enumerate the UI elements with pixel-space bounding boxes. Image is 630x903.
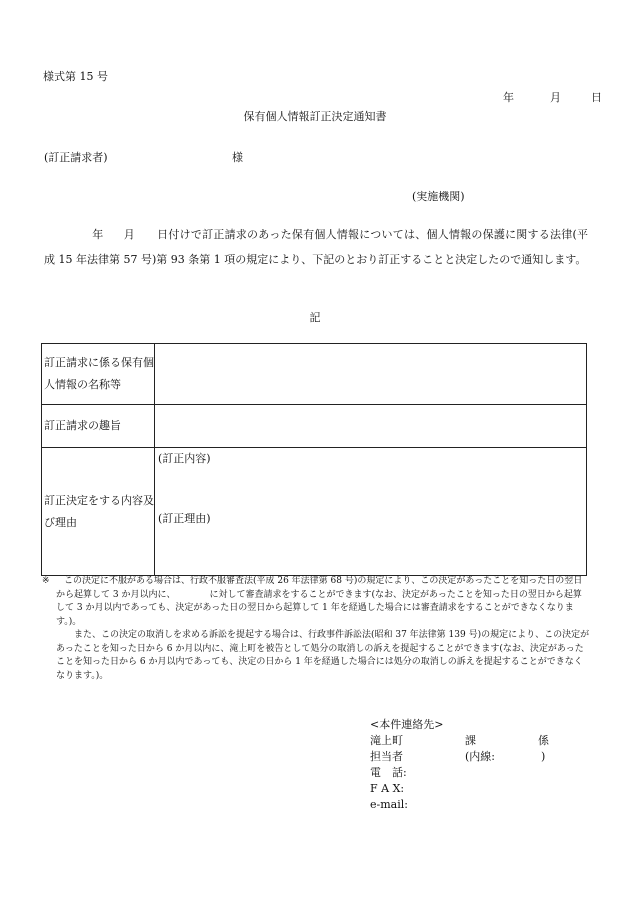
- contact-person-row: [370, 749, 546, 765]
- contact-person: 担当者: [370, 750, 403, 763]
- date-day: 日: [591, 91, 602, 104]
- contact-subsection: 係: [538, 734, 549, 747]
- contact-town: 滝上町: [370, 734, 403, 747]
- body-text: 日付けで訂正請求のあった保有個人情報については、個人情報の保護に関する法律(平成 15 年法律第 57 号)第 93 条第 1 項の規定により、下記のとおり訂正することと決定したので通知します。: [44, 228, 588, 266]
- note-para1-a: この決定に不服がある場合は、行政不服審査法(平成 26 年法律第 68 号)の規定により、この決定があったことを知った日の翌日から起算して 3 か月以内に、: [56, 576, 583, 600]
- honorific: 様: [232, 151, 243, 164]
- appeal-note: [42, 575, 590, 683]
- agency-label: (実施機関): [412, 190, 465, 203]
- row-value-info-name[interactable]: [155, 344, 587, 405]
- notice-body: [44, 222, 588, 272]
- row-label-request-purpose: 訂正請求の趣旨: [42, 405, 155, 448]
- row-value-request-purpose[interactable]: [155, 405, 587, 448]
- contact-extension: (内線:: [465, 750, 495, 763]
- sub-label-reason: (訂正理由): [158, 512, 211, 525]
- note-para1-b: に対して審査請求をすることができます(なお、決定があったことを知った日の翌日から起算して 3 か月以内であっても、決定があった日の翌日から起算して 1 年を経過した場合には審査請求をすることができなくなります。)。: [56, 589, 582, 627]
- contact-town-row: [370, 733, 549, 749]
- note-paragraph-2: また、この決定の取消しを求める訴訟を提起する場合は、行政事件訴訟法(昭和 37 年法律第 139 号)の規定により、この決定があったことを知った日から 6 か月以内に、滝上町を被告として処分の取消しの訴えを提起することができます(なお、決定があったことを知った日から 6 か月以内であっても、決定の日から 1 年を経過した場合には処分の取消しの訴えを提起することができなくなります。)。: [56, 630, 590, 681]
- row-label-decision: 訂正決定をする内容及び理由: [42, 448, 155, 576]
- contact-extension-close: ): [541, 750, 546, 763]
- table-row: [42, 405, 587, 448]
- contact-email: e-mail:: [370, 798, 408, 811]
- form-number: 様式第 15 号: [43, 70, 108, 83]
- row-label-info-name: 訂正請求に係る保有個人情報の名称等: [42, 344, 155, 405]
- table-row: [42, 448, 587, 576]
- table-row: [42, 344, 587, 405]
- date-year: 年: [503, 91, 514, 104]
- document-title: 保有個人情報訂正決定通知書: [243, 110, 387, 123]
- detail-table: [41, 343, 587, 576]
- contact-section: 課: [465, 734, 476, 747]
- requester-label: (訂正請求者): [44, 151, 108, 164]
- contact-block: [370, 717, 549, 813]
- ki-label: 記: [309, 311, 321, 324]
- contact-fax: F A X:: [370, 782, 405, 795]
- note-mark: ※: [42, 576, 50, 586]
- body-year: 年: [92, 228, 104, 241]
- sub-label-content: (訂正内容): [158, 452, 211, 465]
- date-month: 月: [550, 91, 561, 104]
- body-month: 月: [123, 228, 135, 241]
- contact-heading: <本件連絡先>: [370, 718, 444, 731]
- note-paragraph-1: [42, 575, 590, 629]
- row-value-decision[interactable]: [155, 448, 587, 576]
- contact-phone: 電 話:: [370, 766, 407, 779]
- date-line: [503, 89, 602, 105]
